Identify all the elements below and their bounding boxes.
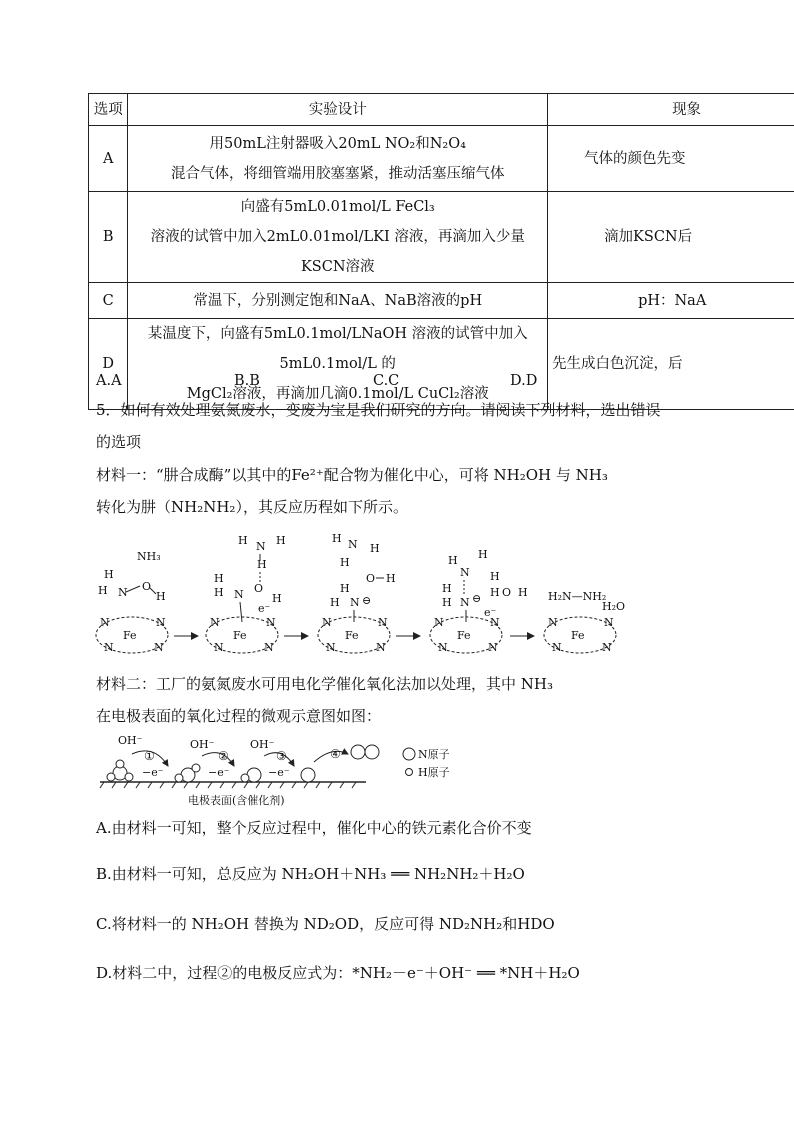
n-label: N	[460, 596, 470, 609]
h-label: H	[518, 586, 528, 599]
table-header-row	[89, 94, 794, 126]
row-option: A	[89, 126, 128, 192]
fe-complex-2	[206, 534, 286, 654]
h-label: H	[370, 542, 380, 555]
material2-line2: 在电极表面的氧化过程的微观示意图如图：	[96, 707, 382, 725]
n-label: N	[266, 616, 276, 629]
n-label: N	[490, 616, 500, 629]
h-label: H	[238, 534, 248, 547]
h-label: H	[330, 596, 340, 609]
header-option: 选项	[89, 94, 128, 126]
design-line: 溶液的试管中加入2mL0.01mol/LKI 溶液，再滴加入少量KSCN溶液	[150, 229, 525, 275]
electron-label: −e⁻	[208, 766, 230, 779]
h-label: H	[257, 558, 267, 571]
h-label: H	[386, 572, 396, 585]
n-label: N	[602, 641, 612, 654]
n-label: N	[264, 641, 274, 654]
fe-complex-3	[318, 532, 396, 654]
option-b: B.由材料一可知，总反应为 NH₂OH＋NH₃ ══ NH₂NH₂＋H₂O	[96, 865, 525, 883]
fe-label: Fe	[123, 629, 137, 642]
electron-label: e⁻	[484, 606, 497, 619]
step-4: ④	[330, 747, 341, 761]
n-label: N	[104, 641, 114, 654]
q5-stem-line2: 的选项	[96, 433, 142, 451]
step-3: ③	[276, 749, 287, 763]
n-label: N	[552, 641, 562, 654]
nh3-label: NH₃	[137, 550, 161, 563]
option-d: D.材料二中，过程②的电极反应式为：*NH₂－e⁻＋OH⁻ ══ *NH＋H₂O	[96, 964, 580, 982]
oh-label: OH⁻	[190, 738, 215, 751]
fe-complex-1	[96, 550, 168, 654]
n-label: N	[604, 616, 614, 629]
row-phenomenon: 气体的颜色先变	[548, 126, 794, 192]
choice-d: D.D	[510, 373, 538, 389]
water-label: H₂O	[602, 600, 626, 613]
row-design	[128, 126, 548, 192]
h-label: H	[442, 582, 452, 595]
legend-h: H原子	[418, 766, 450, 779]
row-option: B	[89, 192, 128, 283]
row-design	[128, 192, 548, 283]
row-phenomenon: 先生成白色沉淀，后	[548, 319, 794, 410]
n-label: N	[434, 616, 444, 629]
h-label: H	[340, 582, 350, 595]
table-row	[89, 283, 794, 319]
table-row	[89, 126, 794, 192]
design-line: 混合气体，将细管端用胶塞塞紧，推动活塞压缩气体	[170, 165, 505, 182]
fe-label: Fe	[571, 629, 585, 642]
h-label: H	[490, 586, 500, 599]
material1-line2: 转化为肼（NH₂NH₂），其反应历程如下所示。	[96, 498, 408, 516]
charge-label: ⊖	[472, 592, 482, 605]
choice-c: C.C	[373, 373, 400, 389]
row-phenomenon: pH：NaA	[548, 283, 794, 319]
n-label: N	[214, 641, 224, 654]
step-2: ②	[218, 749, 229, 763]
h-label: H	[276, 534, 286, 547]
option-c: C.将材料一的 NH₂OH 替换为 ND₂OD，反应可得 ND₂NH₂和HDO	[96, 915, 555, 933]
header-design: 实验设计	[128, 94, 548, 126]
legend-n: N原子	[418, 748, 450, 761]
fe-complex-5	[544, 590, 625, 654]
choice-a: A.A	[96, 373, 122, 389]
n-label: N	[348, 538, 358, 551]
n-label: N	[256, 540, 266, 553]
n-label: N	[210, 616, 220, 629]
h-label: H	[478, 548, 488, 561]
option-a: A.由材料一可知，整个反应过程中，催化中心的铁元素化合价不变	[96, 819, 532, 837]
h-label: H	[272, 592, 282, 605]
oh-label: OH⁻	[250, 738, 275, 751]
header-phenomenon: 现象	[548, 94, 794, 126]
o-label: O	[366, 572, 376, 585]
reaction-mechanism-diagram	[92, 530, 632, 670]
row-option: C	[89, 283, 128, 319]
row-option: D	[89, 319, 128, 410]
n-label: N	[460, 566, 470, 579]
o-label: O	[502, 586, 512, 599]
fe-label: Fe	[233, 629, 247, 642]
h-label: H	[340, 556, 350, 569]
design-line: MgCl₂溶液，再滴加几滴0.1mol/L CuCl₂溶液	[186, 386, 489, 402]
row-phenomenon: 滴加KSCN后	[548, 192, 794, 283]
n-label: N	[488, 641, 498, 654]
row-design	[128, 319, 548, 410]
material2-line1: 材料二：工厂的氨氮废水可用电化学催化氧化法加以处理，其中 NH₃	[96, 675, 553, 693]
n-label: N	[326, 641, 336, 654]
table-row	[89, 192, 794, 283]
h-label: H	[332, 532, 342, 545]
step-1: ①	[144, 749, 155, 763]
o-label: O	[254, 582, 264, 595]
n-label: N	[154, 641, 164, 654]
experiment-table	[88, 93, 794, 410]
choice-b: B.B	[234, 373, 260, 389]
h-label: H	[98, 584, 108, 597]
oh-label: OH⁻	[118, 734, 143, 747]
n-label: N	[118, 586, 128, 599]
n-label: N	[350, 596, 360, 609]
o-label: O	[142, 580, 152, 593]
electron-label: −e⁻	[268, 766, 290, 779]
table-row	[89, 319, 794, 410]
n-label: N	[438, 641, 448, 654]
fe-label: Fe	[457, 629, 471, 642]
n-label: N	[322, 616, 332, 629]
material1-line1: 材料一：“肼合成酶”以其中的Fe²⁺配合物为催化中心，可将 NH₂OH 与 NH₃	[96, 466, 608, 484]
design-line: 某温度下，向盛有5mL0.1mol/LNaOH 溶液的试管中加入5mL0.1mol/L 的	[147, 326, 528, 372]
h-label: H	[156, 590, 166, 603]
n-label: N	[376, 641, 386, 654]
fe-complex-4	[430, 548, 528, 654]
n-label: N	[548, 616, 558, 629]
n-label: N	[156, 616, 166, 629]
q5-stem-line1: 5．如何有效处理氨氮废水，变废为宝是我们研究的方向。请阅读下列材料，选出错误	[96, 401, 661, 419]
charge-label: ⊖	[362, 594, 372, 607]
design-line: 向盛有5mL0.01mol/L FeCl₃	[240, 199, 435, 215]
h-label: H	[448, 554, 458, 567]
design-line: 用50mL注射器吸入20mL NO₂和N₂O₄	[209, 135, 466, 152]
n-label: N	[100, 616, 110, 629]
electrode-oxidation-diagram	[96, 732, 476, 812]
row-design: 常温下，分别测定饱和NaA、NaB溶液的pH	[128, 283, 548, 319]
fe-label: Fe	[345, 629, 359, 642]
h-label: H	[214, 586, 224, 599]
n-label: N	[234, 588, 244, 601]
h-label: H	[490, 570, 500, 583]
electron-label: e⁻	[258, 602, 271, 615]
electron-label: −e⁻	[142, 766, 164, 779]
n-label: N	[378, 616, 388, 629]
h-label: H	[214, 572, 224, 585]
h-label: H	[442, 596, 452, 609]
hydrazine-label: H₂N—NH₂	[548, 590, 607, 603]
h-label: H	[104, 568, 114, 581]
surface-label: 电极表面(含催化剂)	[188, 794, 285, 807]
